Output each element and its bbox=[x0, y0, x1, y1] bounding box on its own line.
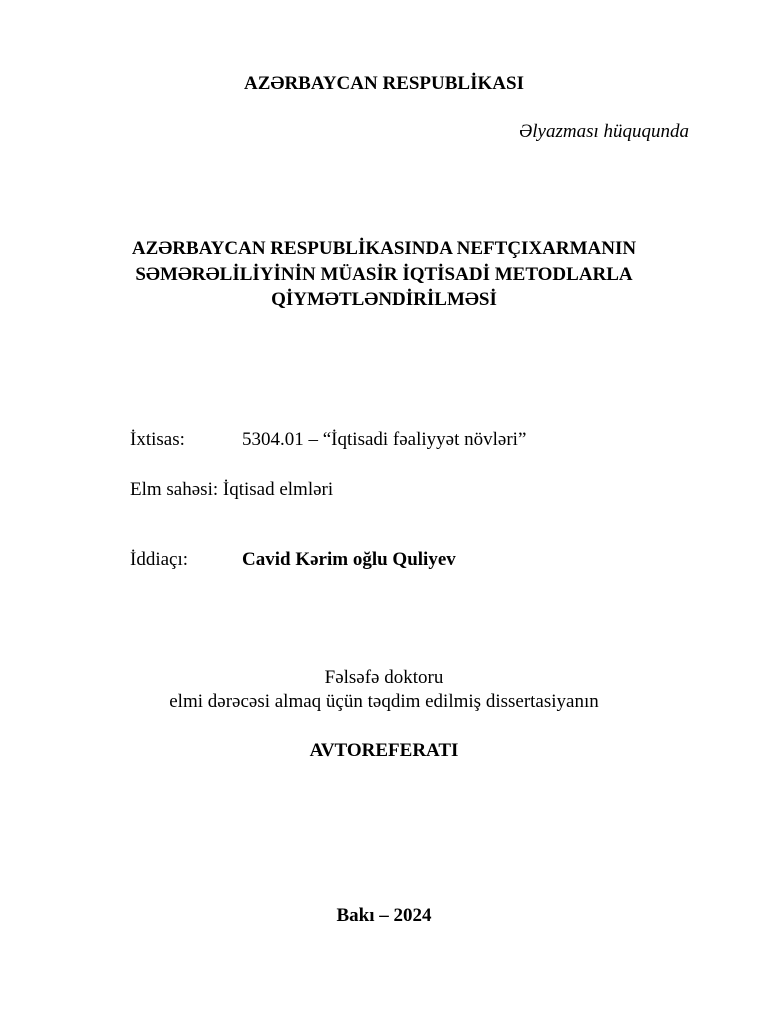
title-line-3: QİYMƏTLƏNDİRİLMƏSİ bbox=[271, 289, 497, 310]
science-field-row: Elm sahəsi: İqtisad elmləri bbox=[130, 479, 334, 500]
applicant-name: Cavid Kərim oğlu Quliyev bbox=[242, 549, 456, 570]
title-line-2: SƏMƏRƏLİLİYİNİN MÜASİR İQTİSADİ METODLARLA bbox=[135, 264, 633, 285]
degree-line-2: elmi dərəcəsi almaq üçün təqdim edilmiş dissertasiyanın bbox=[169, 691, 599, 712]
applicant-label: İddiaçı: bbox=[130, 549, 189, 570]
specialty-value: 5304.01 – “İqtisadi fəaliyyət növləri” bbox=[242, 429, 527, 450]
manuscript-rights-note: Əlyazması hüququnda bbox=[519, 121, 689, 142]
specialty-label: İxtisas: bbox=[130, 429, 185, 450]
city-year: Bakı – 2024 bbox=[336, 905, 432, 926]
degree-line-1: Fəlsəfə doktoru bbox=[324, 667, 444, 688]
title-line-1: AZƏRBAYCAN RESPUBLİKASINDA NEFTÇIXARMANIN bbox=[131, 238, 637, 259]
country-heading: AZƏRBAYCAN RESPUBLİKASI bbox=[244, 73, 524, 94]
abstract-heading: AVTOREFERATI bbox=[309, 740, 459, 761]
